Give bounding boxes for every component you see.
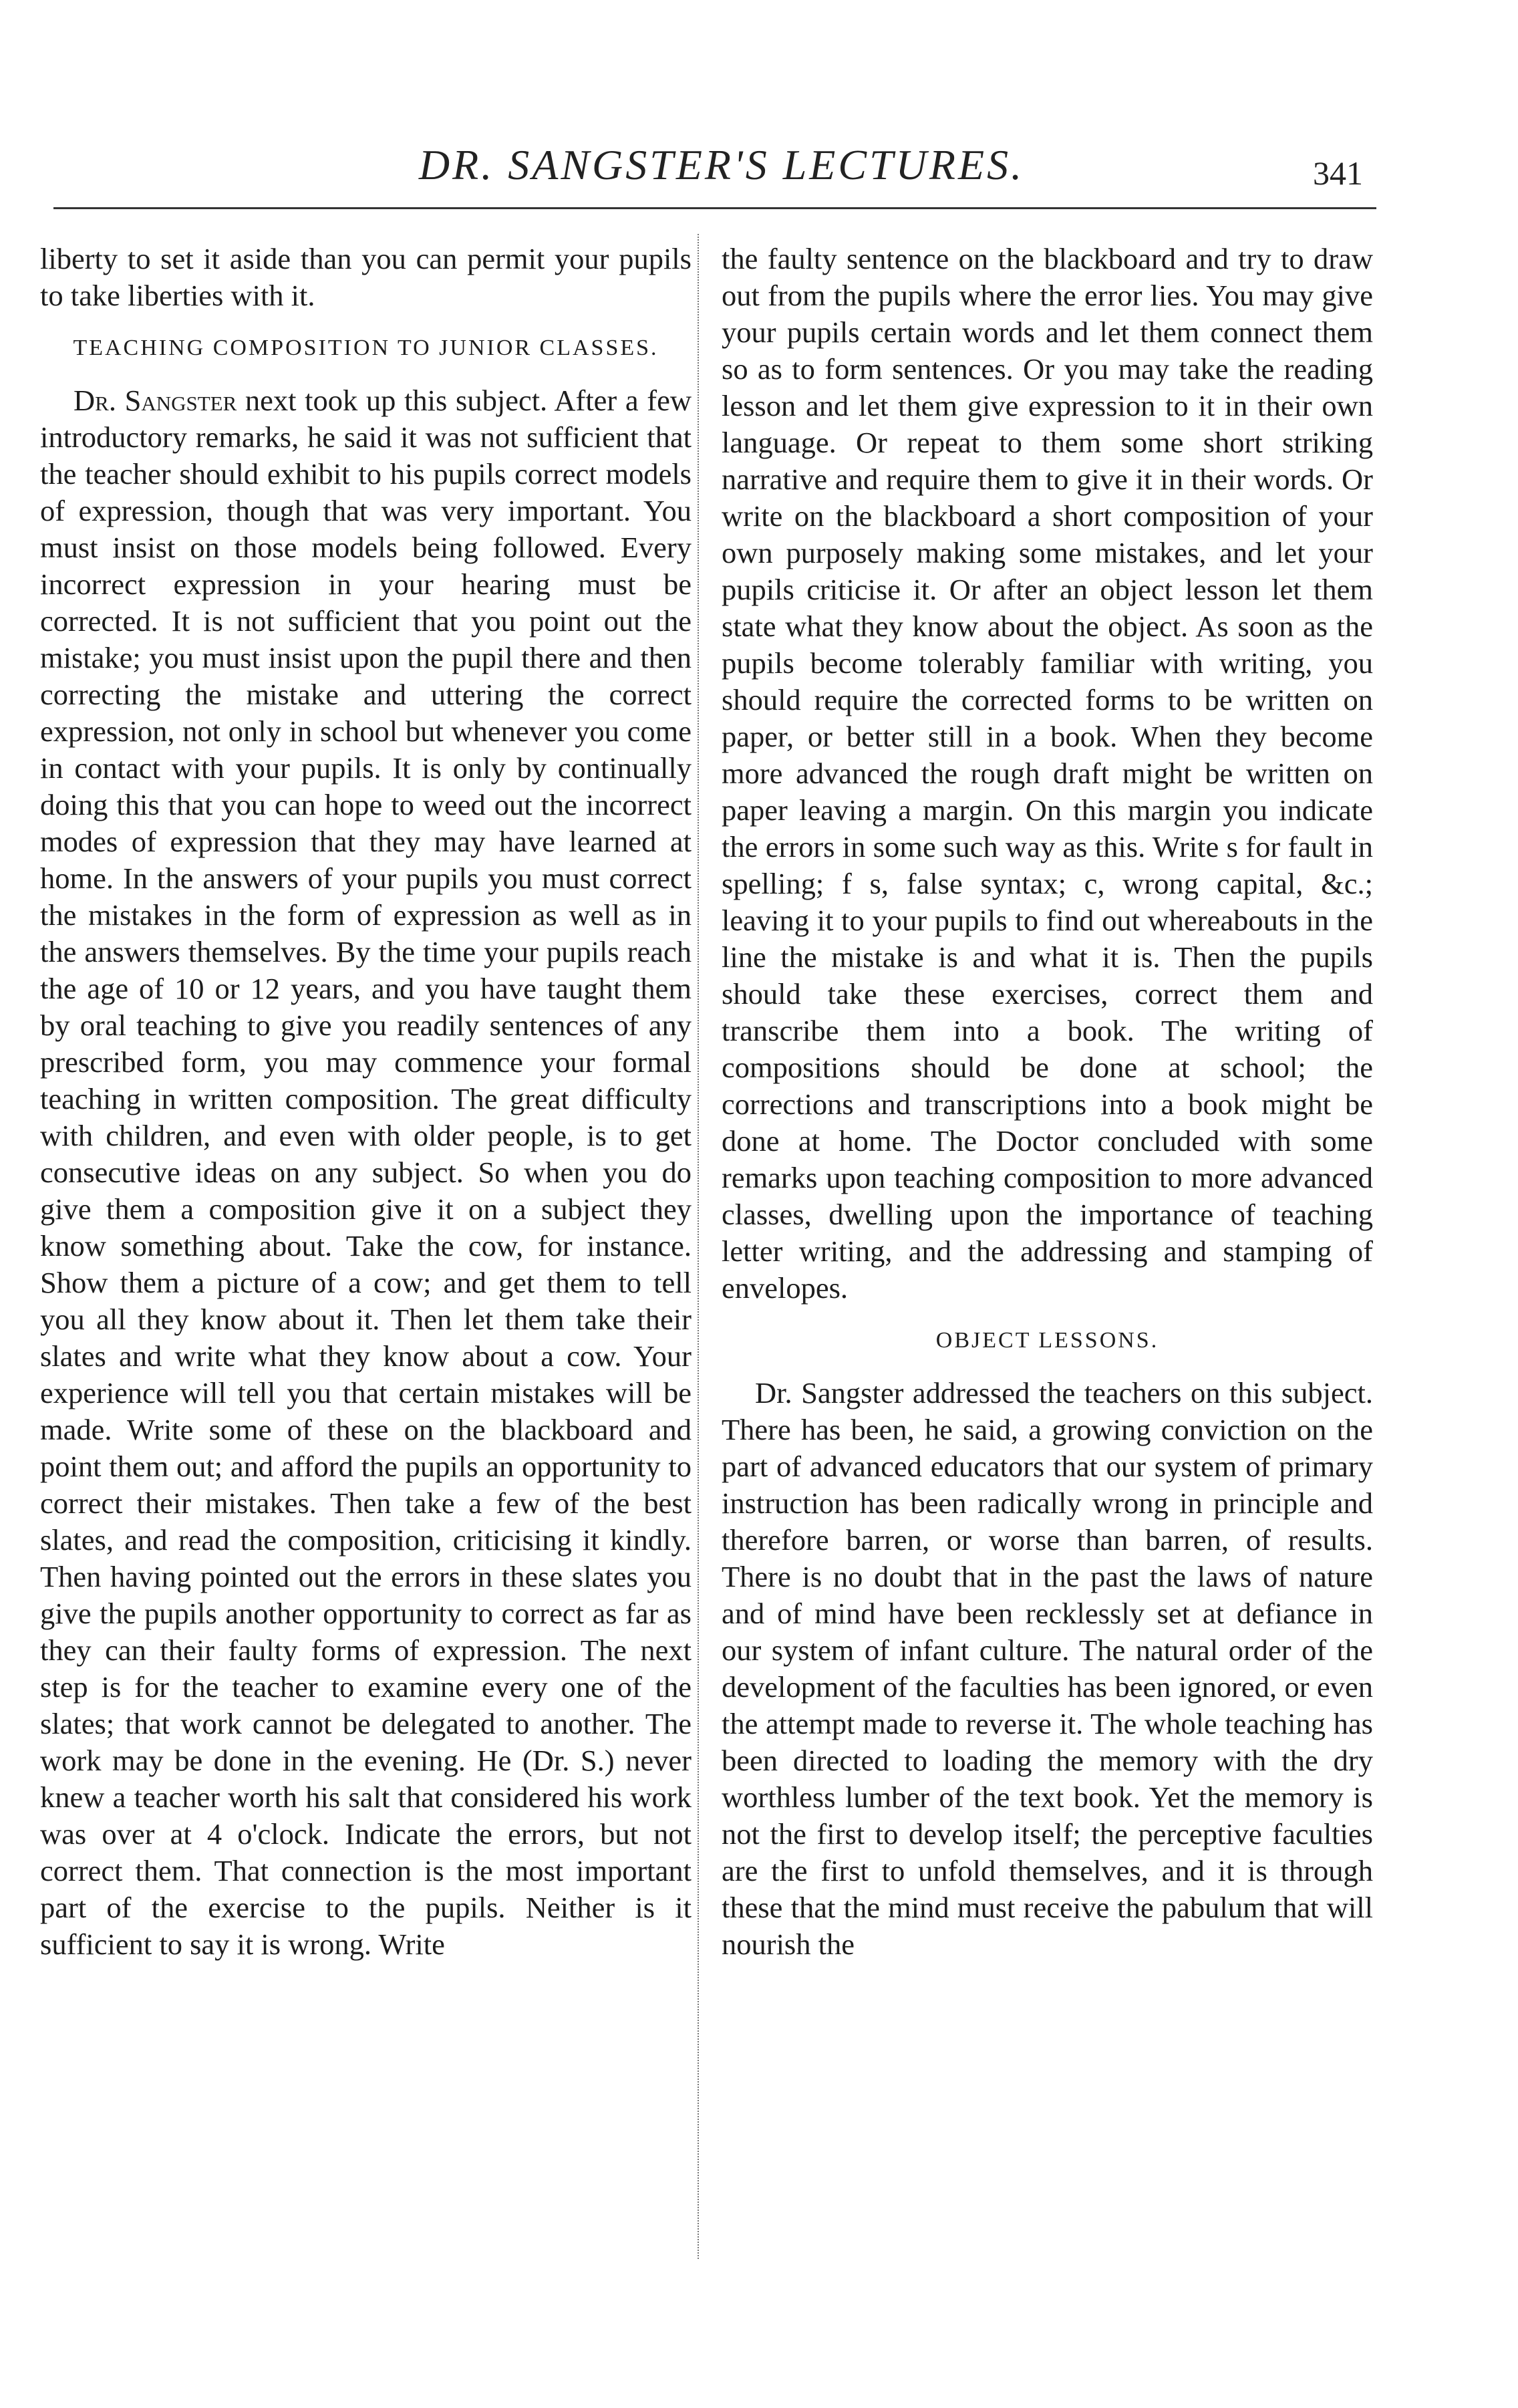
page-number: 341 xyxy=(1313,154,1363,192)
page-header xyxy=(53,134,1376,207)
right-column xyxy=(722,241,1373,1963)
header-rule xyxy=(53,207,1376,209)
column-divider xyxy=(698,234,699,2259)
paragraph-lead: Dr. Sangster xyxy=(73,384,237,417)
left-paragraph-2 xyxy=(40,382,692,1963)
running-title: DR. SANGSTER'S LECTURES. xyxy=(418,141,1025,188)
section-heading-object-lessons: OBJECT LESSONS. xyxy=(935,1328,1159,1353)
paragraph-body: next took up this subject. After a few introductory remarks, he said it was not sufficient that the teacher should exhibit to his pupils correct models of expression, though that was very important. You must insist on those models being followed. Every incorrect expression in your hearing must be corrected. It is not sufficient that you point out the mistake; you must insist upon the pupil there and then correcting the mistake and uttering the correct expression, not only in school but whenever you come in contact with your pupils. It is only by continually doing this that you can hope to weed out the incorrect modes of expression that they may have learned at home. In the answers of your pupils you must correct the mistakes in the form of expression as well as in the answers themselves. By the time your pupils reach the age of 10 or 12 years, and you have taught them by oral teaching to give you readily sentences of any prescribed form, you may commence your formal teaching in written composition. The great difficulty with children, and even with older people, is to get consecutive ideas on any subject. So when you do give them a composition give it on a subject they know something about. Take the cow, for instance. Show them a picture of a cow; and get them to tell you all they know about it. Then let them take their slates and write what they know about a cow. Your experience will tell you that certain mistakes will be made. Write some of these on the blackboard and point them out; and afford the pupils an opportunity to correct their mistakes. Then take a few of the best slates, and read the composition, criticising it kindly. Then having pointed out the errors in these slates you give the pupils another opportunity to correct as far as they can their faulty forms of expression. The next step is for the teacher to examine every one of the slates; that work cannot be delegated to another. The work may be done in the evening. He (Dr. S.) never knew a teacher worth his salt that considered his work was over at 4 o'clock. Indicate the errors, but not correct them. That connection is the most important part of the exercise to the pupils. Neither is it sufficient to say it is wrong. Write xyxy=(40,384,692,1961)
right-paragraph-2: Dr. Sangster addressed the teachers on this subject. There has been, he said, a growing conviction on the part of advanced educators that our system of primary instruction has been radically wrong in principle and therefore barren, or worse than barren, of results. There is no doubt that in the past the laws of nature and of mind have been recklessly set at defiance in our system of infant culture. The natural order of the development of the faculties has been ignored, or even the attempt made to reverse it. The whole teaching has been directed to loading the memory with the dry worthless lumber of the text book. Yet the memory is not the first to develop itself; the perceptive faculties are the first to unfold themselves, and it is through these that the mind must receive the pabulum that will nourish the xyxy=(722,1376,1373,1961)
left-column xyxy=(40,241,692,1963)
right-paragraph-1: the faulty sentence on the blackboard and try to draw out from the pupils where the error lies. You may give your pupils certain words and let them connect them so as to form sentences. Or you may take the reading lesson and let them give expression to it in their own language. Or repeat to them some short striking narrative and require them to give it in their words. Or write on the blackboard a short composition of your own purposely making some mistakes, and let your pupils criticise it. Or after an object lesson let them state what they know about the object. As soon as the pupils become tolerably familiar with writing, you should require the corrected forms to be written on paper, or better still in a book. When they become more advanced the rough draft might be written on paper leaving a margin. On this margin you indicate the errors in some such way as this. Write s for fault in spelling; f s, false syntax; c, wrong capital, &c.; leaving it to your pupils to find out whereabouts in the line the mistake is and what it is. Then the pupils should take these exercises, correct them and transcribe them into a book. The writing of compositions should be done at school; the corrections and transcriptions into a book might be done at home. The Doctor concluded with some remarks upon teaching composition to more advanced classes, dwelling upon the importance of teaching letter writing, and the addressing and stamping of envelopes. xyxy=(722,242,1373,1305)
left-paragraph-1: liberty to set it aside than you can permit your pupils to take liberties with it. xyxy=(40,242,692,312)
section-heading-composition: TEACHING COMPOSITION TO JUNIOR CLASSES. xyxy=(73,336,659,360)
